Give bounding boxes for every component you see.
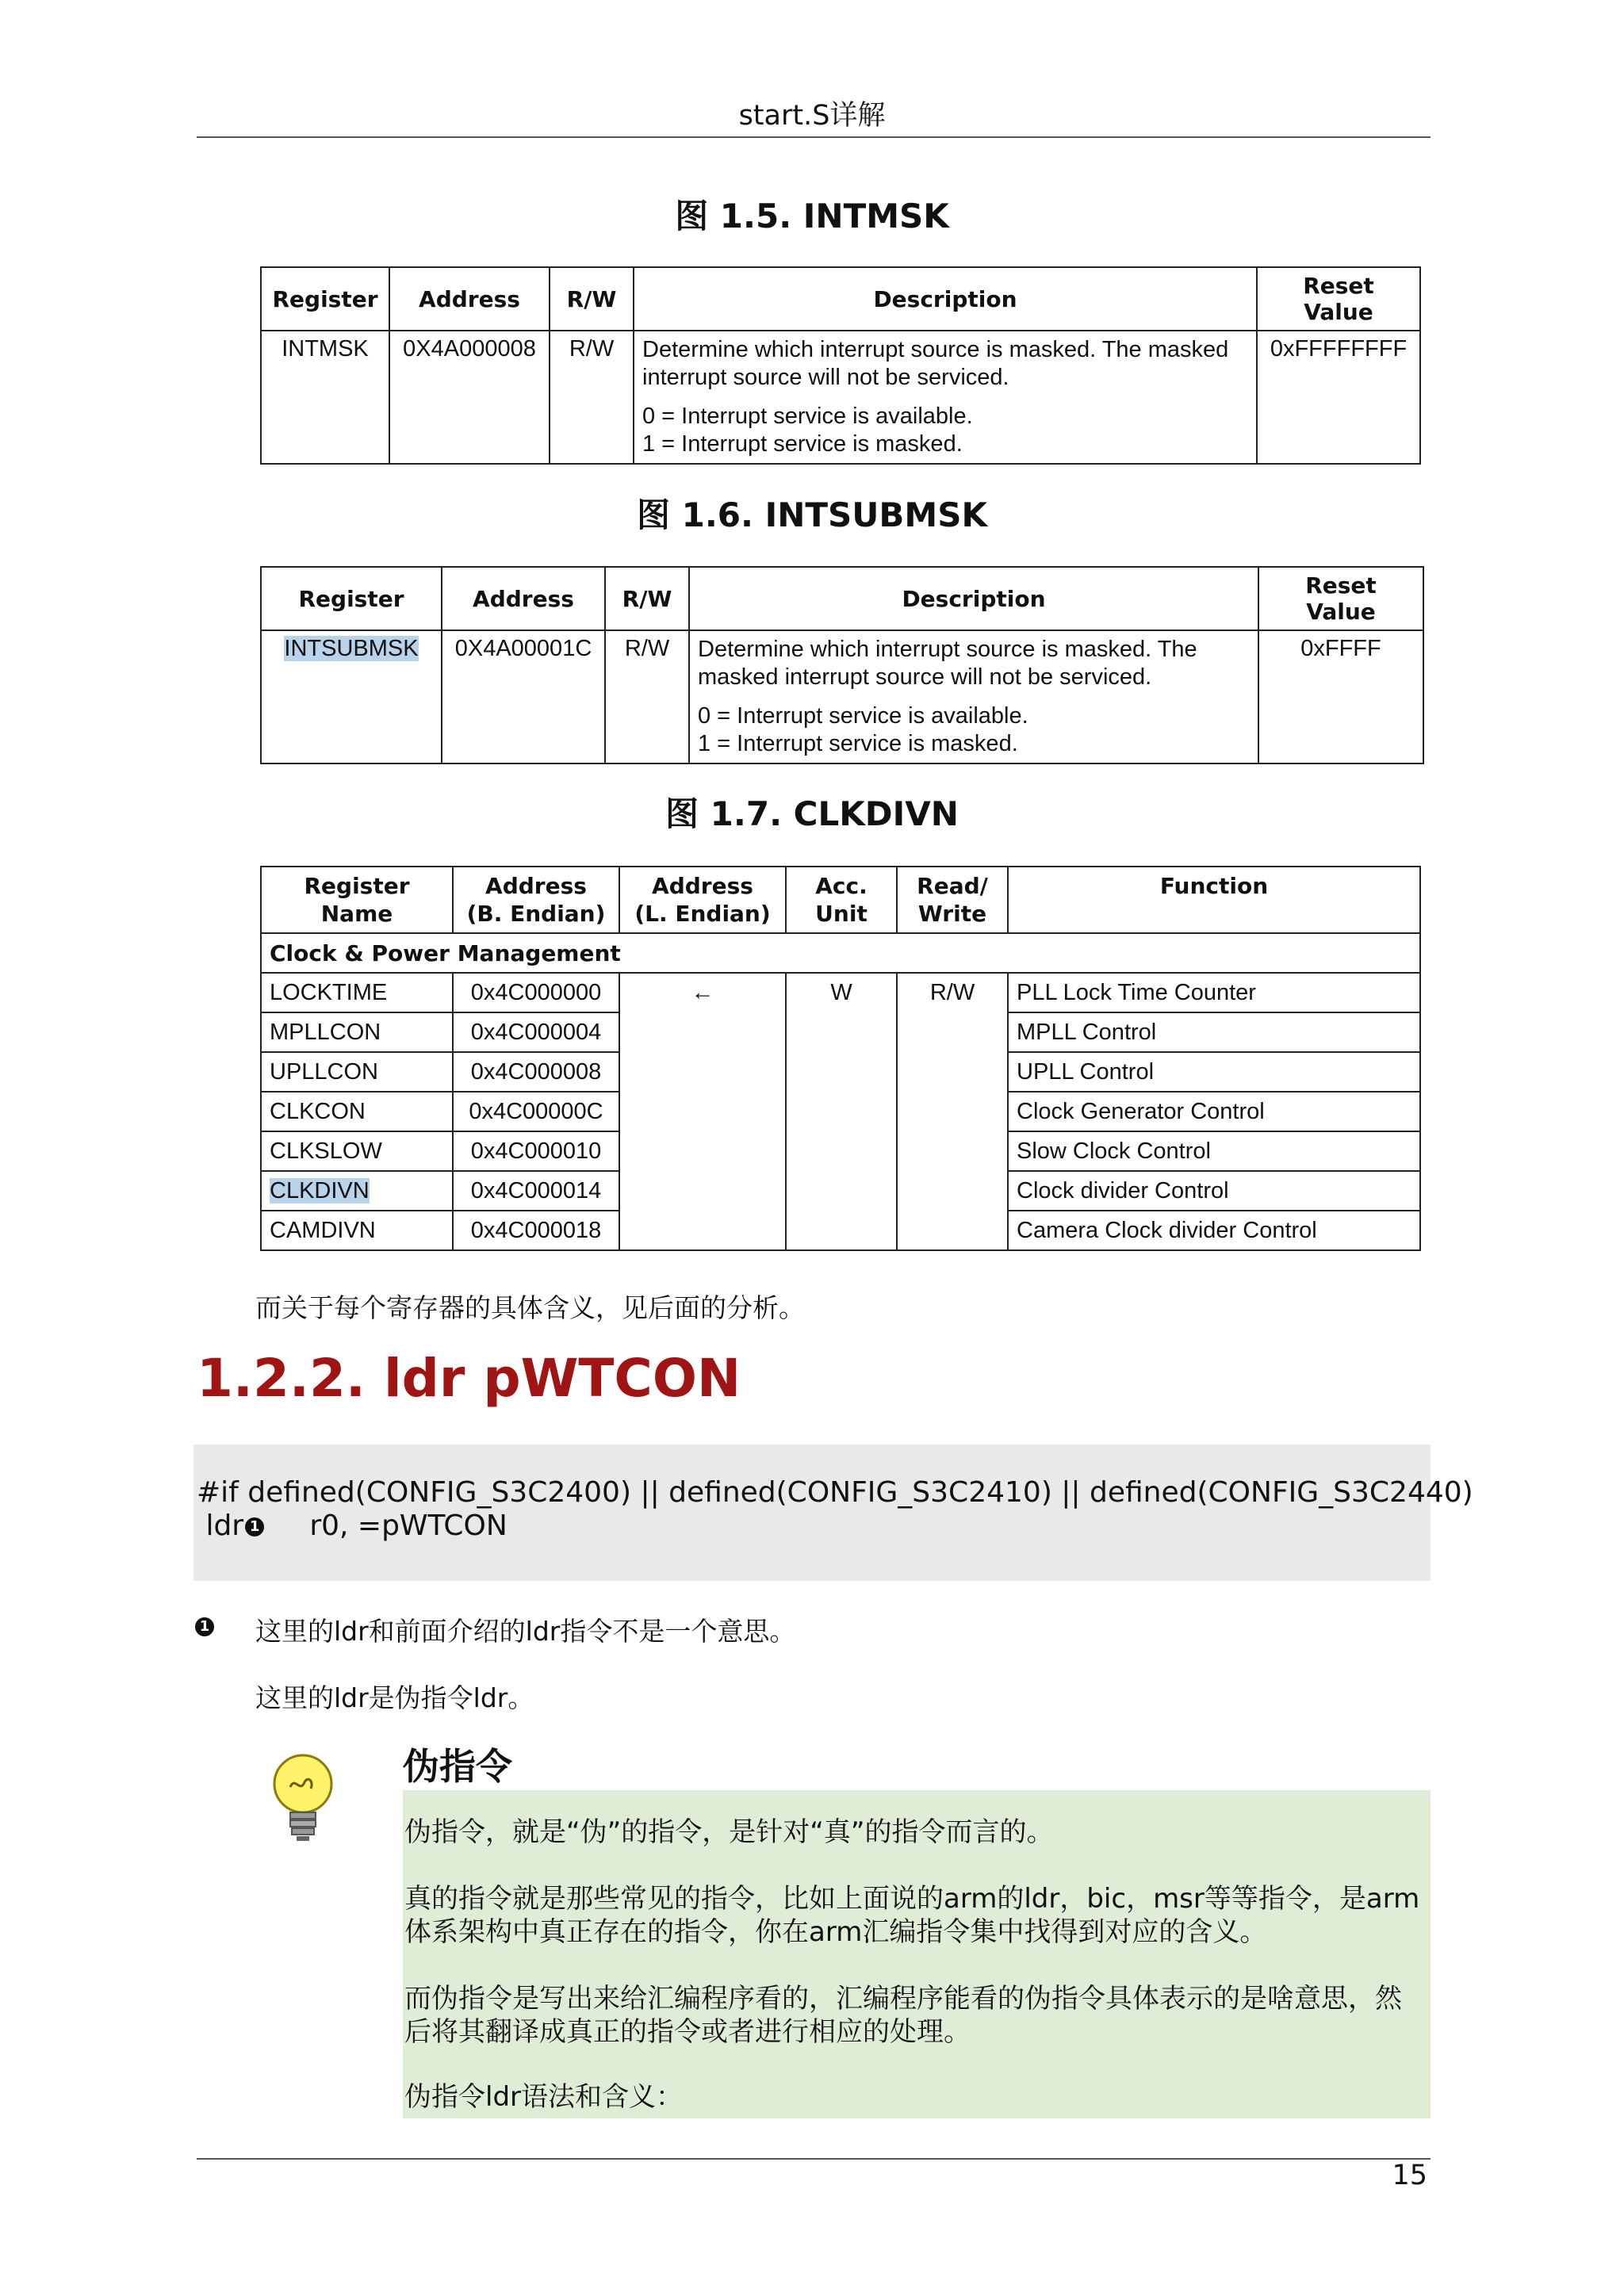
code-line: [197, 1510, 508, 1542]
group-row: [261, 933, 1420, 973]
tip-paragraph: 真的指令就是那些常见的指令，比如上面说的arm的ldr，bic，msr等等指令，是arm体系架构中真正存在的指令，你在arm汇编指令集中找得到对应的含义。: [404, 1883, 1420, 1948]
table-header-row: [261, 867, 1420, 933]
col-header-address: Address: [389, 267, 550, 331]
description-line: 1 = Interrupt service is masked.: [698, 731, 1018, 756]
table-row: [261, 1012, 1420, 1052]
code-text: ldr: [197, 1510, 244, 1542]
tip-title: 伪指令: [403, 1745, 512, 1788]
address-cell: 0X4A000008: [389, 331, 550, 464]
col-header-reset: Reset Value: [1258, 567, 1423, 630]
table-row: [261, 1052, 1420, 1092]
address-cell: 0x4C000018: [453, 1211, 619, 1250]
le-address-cell: ←: [619, 973, 786, 1012]
col-header-address-be: Address (B. Endian): [453, 867, 619, 933]
callout-text: 这里的ldr和前面介绍的ldr指令不是一个意思。: [255, 1616, 796, 1647]
code-line: #if defined(CONFIG_S3C2400) || defined(CONFIG_S3C2410) || defined(CONFIG_S3C2440): [197, 1476, 1473, 1509]
address-cell: 0x4C00000C: [453, 1092, 619, 1131]
col-header-register-name: Register Name: [261, 867, 453, 933]
table-header-row: [261, 567, 1423, 630]
register-name-cell: CLKCON: [261, 1092, 453, 1131]
callout-marker: 1: [245, 1517, 264, 1536]
table-row: [261, 1211, 1420, 1250]
highlighted-register: CLKDIVN: [270, 1177, 370, 1203]
description-line: 1 = Interrupt service is masked.: [642, 431, 963, 457]
register-name-cell: CAMDIVN: [261, 1211, 453, 1250]
function-cell: Camera Clock divider Control: [1008, 1211, 1420, 1250]
table-row: [261, 973, 1420, 1012]
address-cell: 0x4C000010: [453, 1131, 619, 1171]
header-rule: [197, 136, 1431, 138]
section-heading: 1.2.2. ldr pWTCON: [197, 1348, 741, 1409]
register-name-cell: CLKSLOW: [261, 1131, 453, 1171]
running-header: start.S详解: [738, 100, 886, 132]
description-line: Determine which interrupt source is masked. The masked: [642, 337, 1229, 362]
figure-title-clkdivn: 图 1.7. CLKDIVN: [665, 794, 959, 833]
col-header-read-write: Read/ Write: [897, 867, 1008, 933]
reset-cell: 0xFFFF: [1258, 630, 1423, 763]
address-cell: 0x4C000014: [453, 1171, 619, 1211]
intmsk-table: [260, 266, 1421, 465]
address-cell: 0x4C000004: [453, 1012, 619, 1052]
description-line: masked interrupt source will not be serviced.: [698, 664, 1152, 690]
lightbulb-icon: [268, 1749, 338, 1846]
address-cell: 0X4A00001C: [442, 630, 605, 763]
acc-unit-cell: W: [786, 973, 897, 1012]
clkdivn-table: [260, 866, 1421, 1251]
code-text: r0, =pWTCON: [264, 1510, 508, 1542]
intsubmsk-table: [260, 566, 1424, 764]
table-row: [261, 331, 1420, 464]
body-paragraph: 而关于每个寄存器的具体含义，见后面的分析。: [255, 1292, 805, 1323]
footer-rule: [197, 2158, 1431, 2160]
rw-cell: R/W: [550, 331, 634, 464]
function-cell: Clock Generator Control: [1008, 1092, 1420, 1131]
register-cell: [261, 630, 442, 763]
register-cell: INTMSK: [261, 331, 389, 464]
description-cell: [634, 331, 1257, 464]
description-line: 0 = Interrupt service is available.: [642, 404, 973, 429]
reset-cell: 0xFFFFFFFF: [1257, 331, 1420, 464]
register-name-cell: UPLLCON: [261, 1052, 453, 1092]
table-row: [261, 630, 1423, 763]
tip-paragraph: 而伪指令是写出来给汇编程序看的，汇编程序能看的伪指令具体表示的是啥意思，然后将其翻译成真正的指令或者进行相应的处理。: [404, 1983, 1402, 2048]
table-row: [261, 1171, 1420, 1211]
col-header-rw: R/W: [550, 267, 634, 331]
col-header-address: Address: [442, 567, 605, 630]
col-header-address-le: Address (L. Endian): [619, 867, 786, 933]
description-line: 0 = Interrupt service is available.: [698, 703, 1028, 729]
col-header-function: Function: [1008, 867, 1420, 933]
function-cell: MPLL Control: [1008, 1012, 1420, 1052]
tip-paragraph: 伪指令，就是“伪”的指令，是针对“真”的指令而言的。: [404, 1816, 1054, 1848]
table-row: [261, 1131, 1420, 1171]
col-header-description: Description: [634, 267, 1257, 331]
description-line: Determine which interrupt source is masked. The: [698, 637, 1197, 662]
body-paragraph: 这里的ldr是伪指令ldr。: [255, 1682, 534, 1713]
col-header-register: Register: [261, 567, 442, 630]
col-header-reset: Reset Value: [1257, 267, 1420, 331]
address-cell: 0x4C000000: [453, 973, 619, 1012]
col-header-rw: R/W: [605, 567, 689, 630]
description-line: interrupt source will not be serviced.: [642, 365, 1009, 390]
callout-marker: 1: [195, 1617, 214, 1636]
col-header-description: Description: [689, 567, 1258, 630]
address-cell: 0x4C000008: [453, 1052, 619, 1092]
col-header-register: Register: [261, 267, 389, 331]
function-cell: Clock divider Control: [1008, 1171, 1420, 1211]
figure-title-intsubmsk: 图 1.6. INTSUBMSK: [637, 496, 987, 534]
description-cell: [689, 630, 1258, 763]
function-cell: PLL Lock Time Counter: [1008, 973, 1420, 1012]
tip-paragraph: 伪指令ldr语法和含义：: [404, 2081, 684, 2113]
figure-title-intmsk: 图 1.5. INTMSK: [675, 197, 949, 235]
code-block: [193, 1445, 1473, 1581]
register-name-cell: MPLLCON: [261, 1012, 453, 1052]
highlighted-register: INTSUBMSK: [284, 636, 419, 661]
rw-cell: R/W: [897, 973, 1008, 1012]
page-number: 15: [1392, 2160, 1427, 2191]
col-header-acc-unit: Acc. Unit: [786, 867, 897, 933]
function-cell: UPLL Control: [1008, 1052, 1420, 1092]
function-cell: Slow Clock Control: [1008, 1131, 1420, 1171]
tip-box: [403, 1790, 1431, 2118]
rw-cell: R/W: [605, 630, 689, 763]
table-row: [261, 1092, 1420, 1131]
register-name-cell: [261, 1171, 453, 1211]
register-name-cell: LOCKTIME: [261, 973, 453, 1012]
group-label: Clock & Power Management: [261, 933, 1420, 973]
table-header-row: [261, 267, 1420, 331]
